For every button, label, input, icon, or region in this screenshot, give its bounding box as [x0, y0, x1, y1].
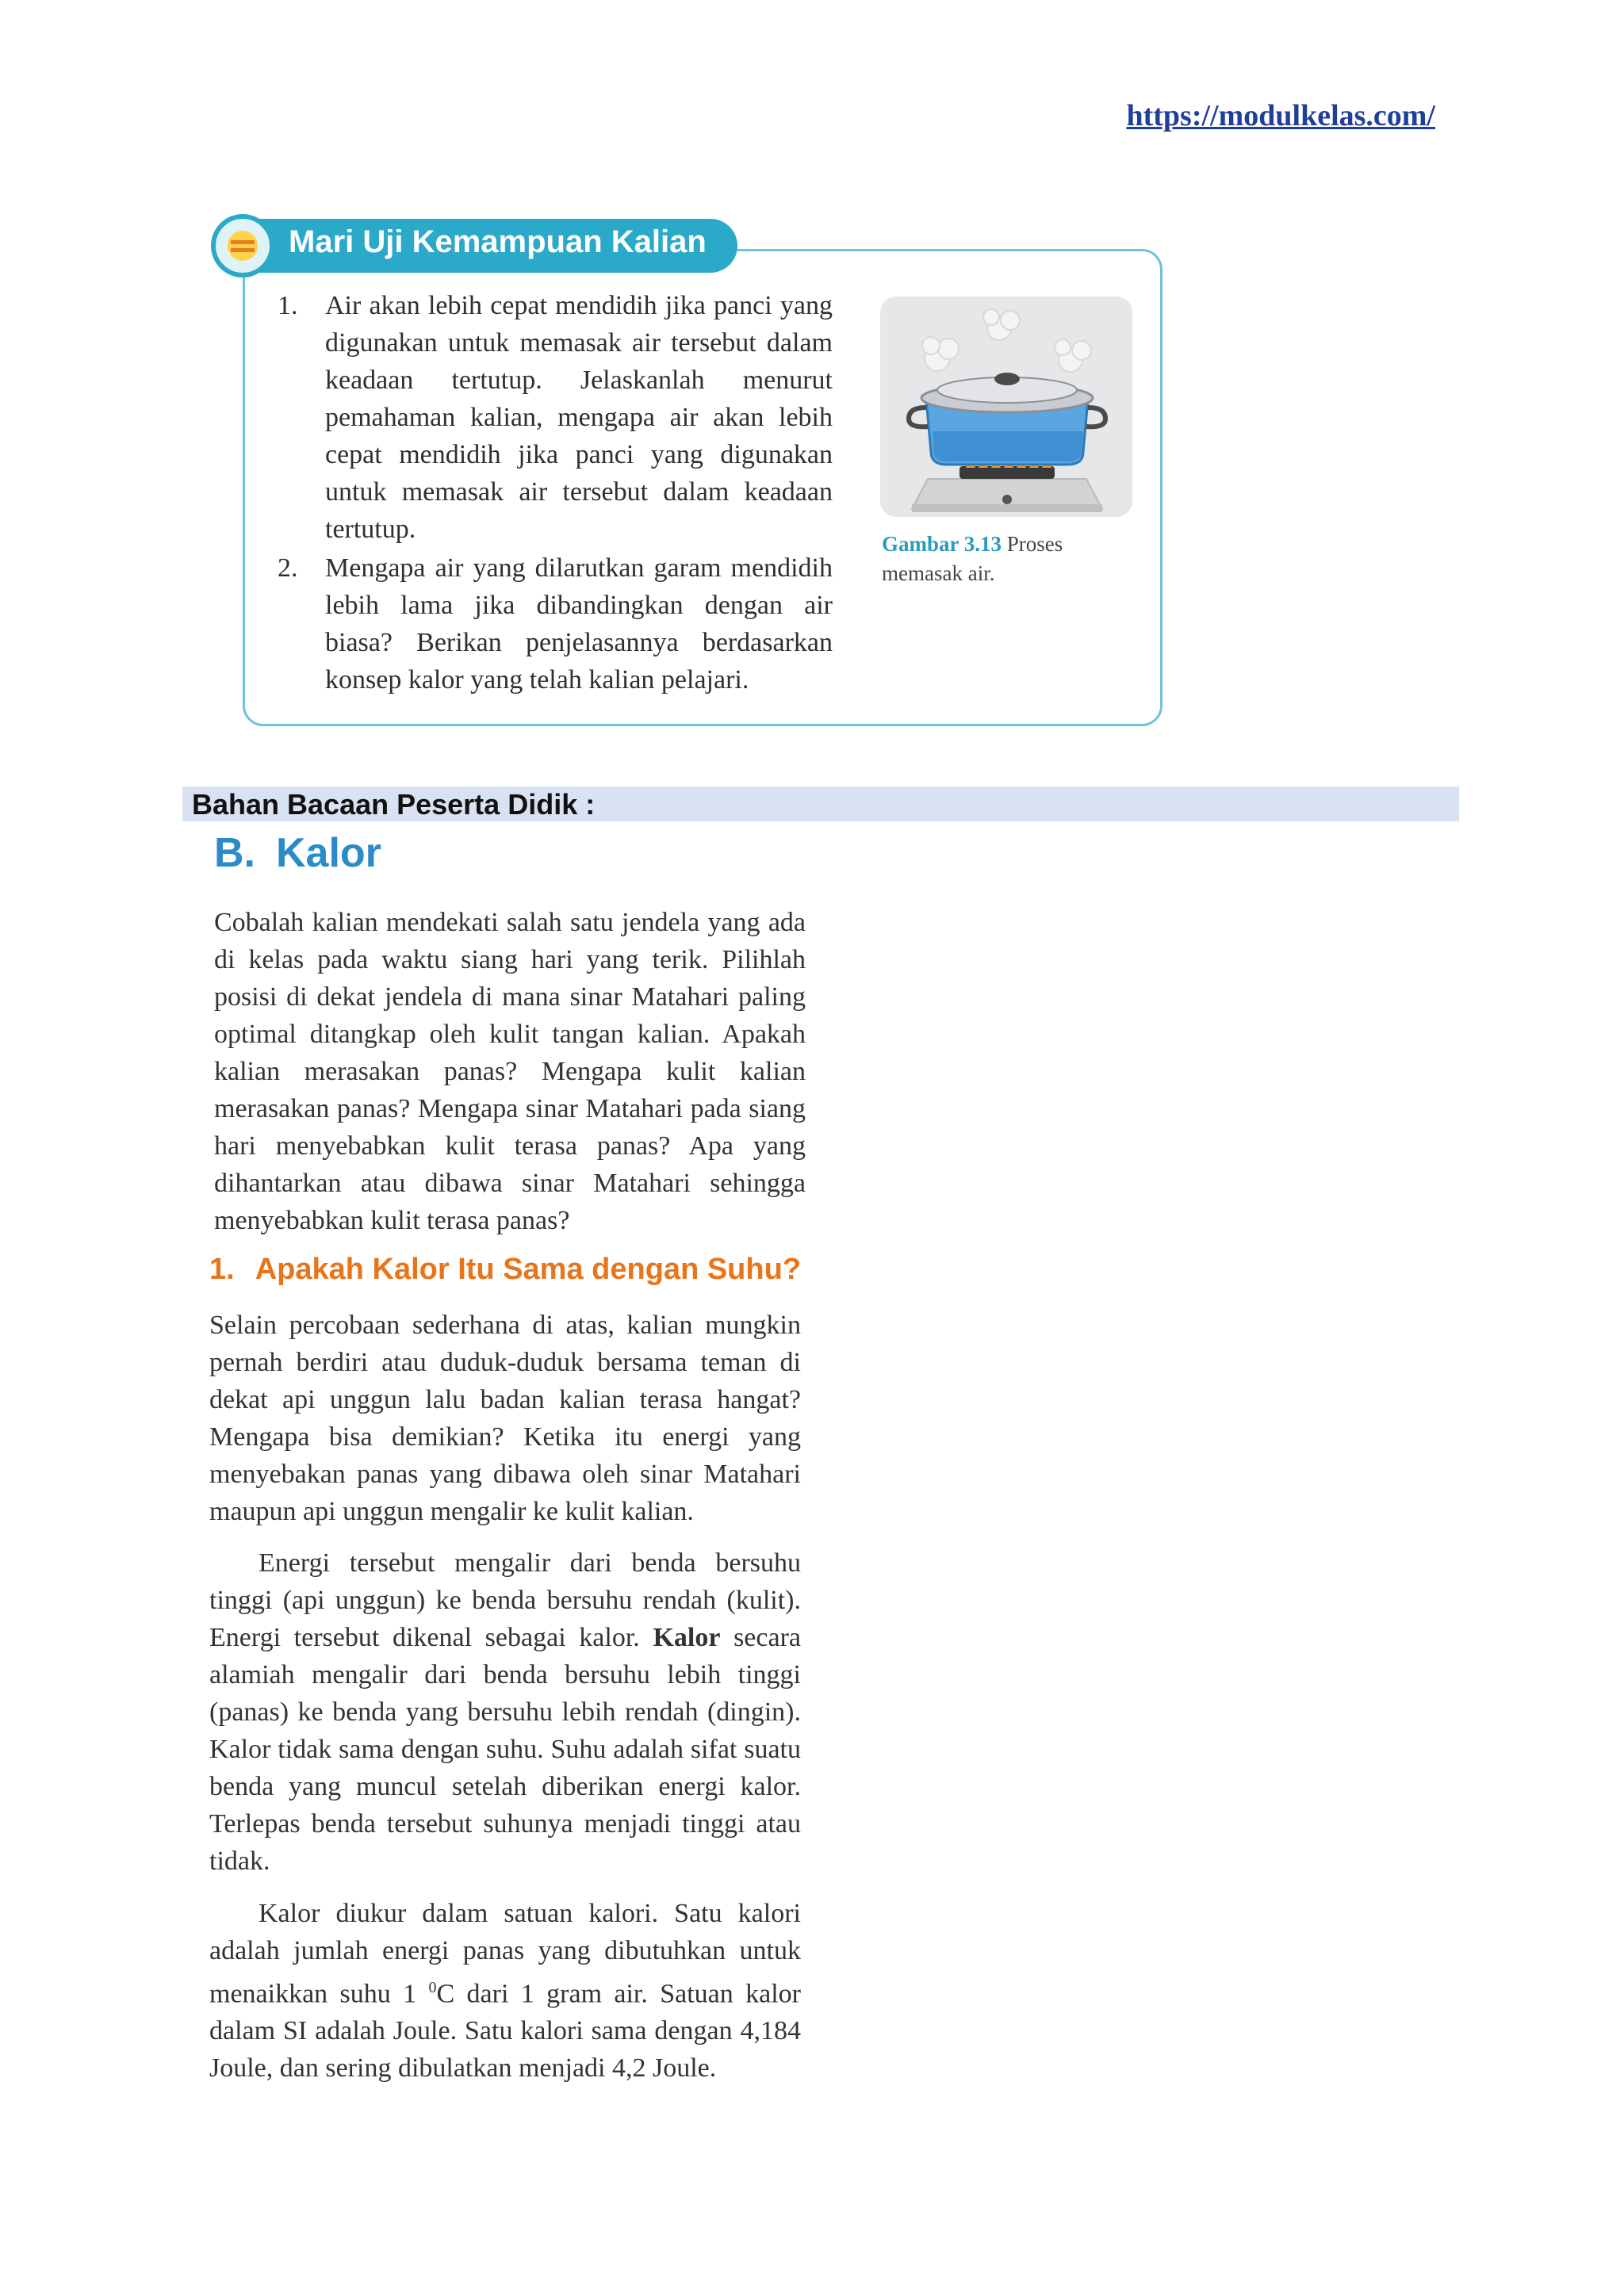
- intro-paragraph: Cobalah kalian mendekati salah satu jendela yang ada di kelas pada waktu siang hari yang terik. Pilihlah posisi di dekat jendela di mana sinar Matahari paling optimal ditangkap oleh kulit tangan kalian. Apakah kalian merasakan panas? Mengapa kulit kalian merasakan panas? Mengapa sinar Matahari pada siang hari menyebabkan kulit terasa panas? Apa yang dihantarkan atau dibawa sinar Matahari sehingga menyebabkan kulit terasa panas?: [214, 908, 806, 1235]
- question-number: 1.: [278, 291, 298, 320]
- paragraph-3-part-a: Energi tersebut mengalir dari benda bersuhu tinggi (api unggun) ke benda bersuhu rendah (kulit). Energi tersebut dikenal sebagai kalor.: [209, 1548, 801, 1652]
- paragraph-4: [209, 1895, 801, 2087]
- question-text: Air akan lebih cepat mendidih jika panci yang digunakan untuk memasak air tersebut dalam keadaan tertutup. Jelaskanlah menurut pemahaman kalian, mengapa air akan lebih cepat mendidih jika panci yang digunakan untuk memasak air tersebut dalam keadaan tertutup.: [325, 291, 833, 544]
- reading-banner-text: Bahan Bacaan Peserta Didik :: [192, 788, 596, 821]
- section-title-text: Kalor: [276, 830, 381, 876]
- section-letter: B.: [214, 830, 255, 876]
- question-list: [278, 287, 833, 698]
- paragraph-4-part-a: Kalor diukur dalam satuan kalori. Satu kalori adalah jumlah energi panas yang dibutuhkan untuk menaikkan suhu 1: [209, 1899, 801, 2009]
- figure-label: Gambar 3.13: [882, 532, 1002, 556]
- question-number: 2.: [278, 553, 298, 583]
- reading-banner: [182, 786, 1459, 821]
- site-link[interactable]: https://modulkelas.com/: [1126, 99, 1435, 132]
- degree-superscript: 0: [428, 1979, 437, 1996]
- paragraph-2: Selain percobaan sederhana di atas, kalian mungkin pernah berdiri atau duduk-duduk bersama teman di dekat api unggun lalu badan kalian terasa hangat? Mengapa bisa demikian? Ketika itu energi yang menyebakan panas yang dibawa oleh sinar Matahari maupun api unggun mengalir ke kulit kalian.: [209, 1311, 801, 1526]
- paragraph-4-part-b: C dari 1 gram air. Satuan kalor dalam SI adalah Joule. Satu kalori sama dengan 4,184 Joule, dan sering dibulatkan menjadi 4,2 Joule.: [209, 1979, 802, 2084]
- figure-caption: [882, 530, 1120, 588]
- paragraph-3: [209, 1544, 801, 1880]
- subsection-heading: [209, 1253, 801, 1287]
- subsection-title: Apakah Kalor Itu Sama dengan Suhu?: [255, 1253, 802, 1286]
- exercise-badge-icon: [211, 214, 274, 277]
- question-item: [278, 549, 833, 698]
- question-text: Mengapa air yang dilarutkan garam mendidih lebih lama jika dibandingkan dengan air biasa? Berikan penjelasannya berdasarkan konsep kalor yang telah kalian pelajari.: [325, 553, 833, 695]
- kalor-term: Kalor: [653, 1623, 721, 1652]
- figure-caption-text: Proses memasak air.: [882, 532, 1063, 585]
- section-title: [214, 829, 381, 877]
- subsection-number: 1.: [209, 1253, 235, 1286]
- exercise-title: Mari Uji Kemampuan Kalian: [289, 224, 707, 259]
- pot-on-stove-icon: [880, 297, 1132, 517]
- paragraph-3-part-b: secara alamiah mengalir dari benda bersuhu lebih tinggi (panas) ke benda yang bersuhu lebih rendah (dingin). Kalor tidak sama dengan suhu. Suhu adalah sifat suatu benda yang muncul setelah diberikan energi kalor. Terlepas benda tersebut suhunya menjadi tinggi atau tidak.: [209, 1623, 801, 1876]
- question-item: [278, 287, 833, 548]
